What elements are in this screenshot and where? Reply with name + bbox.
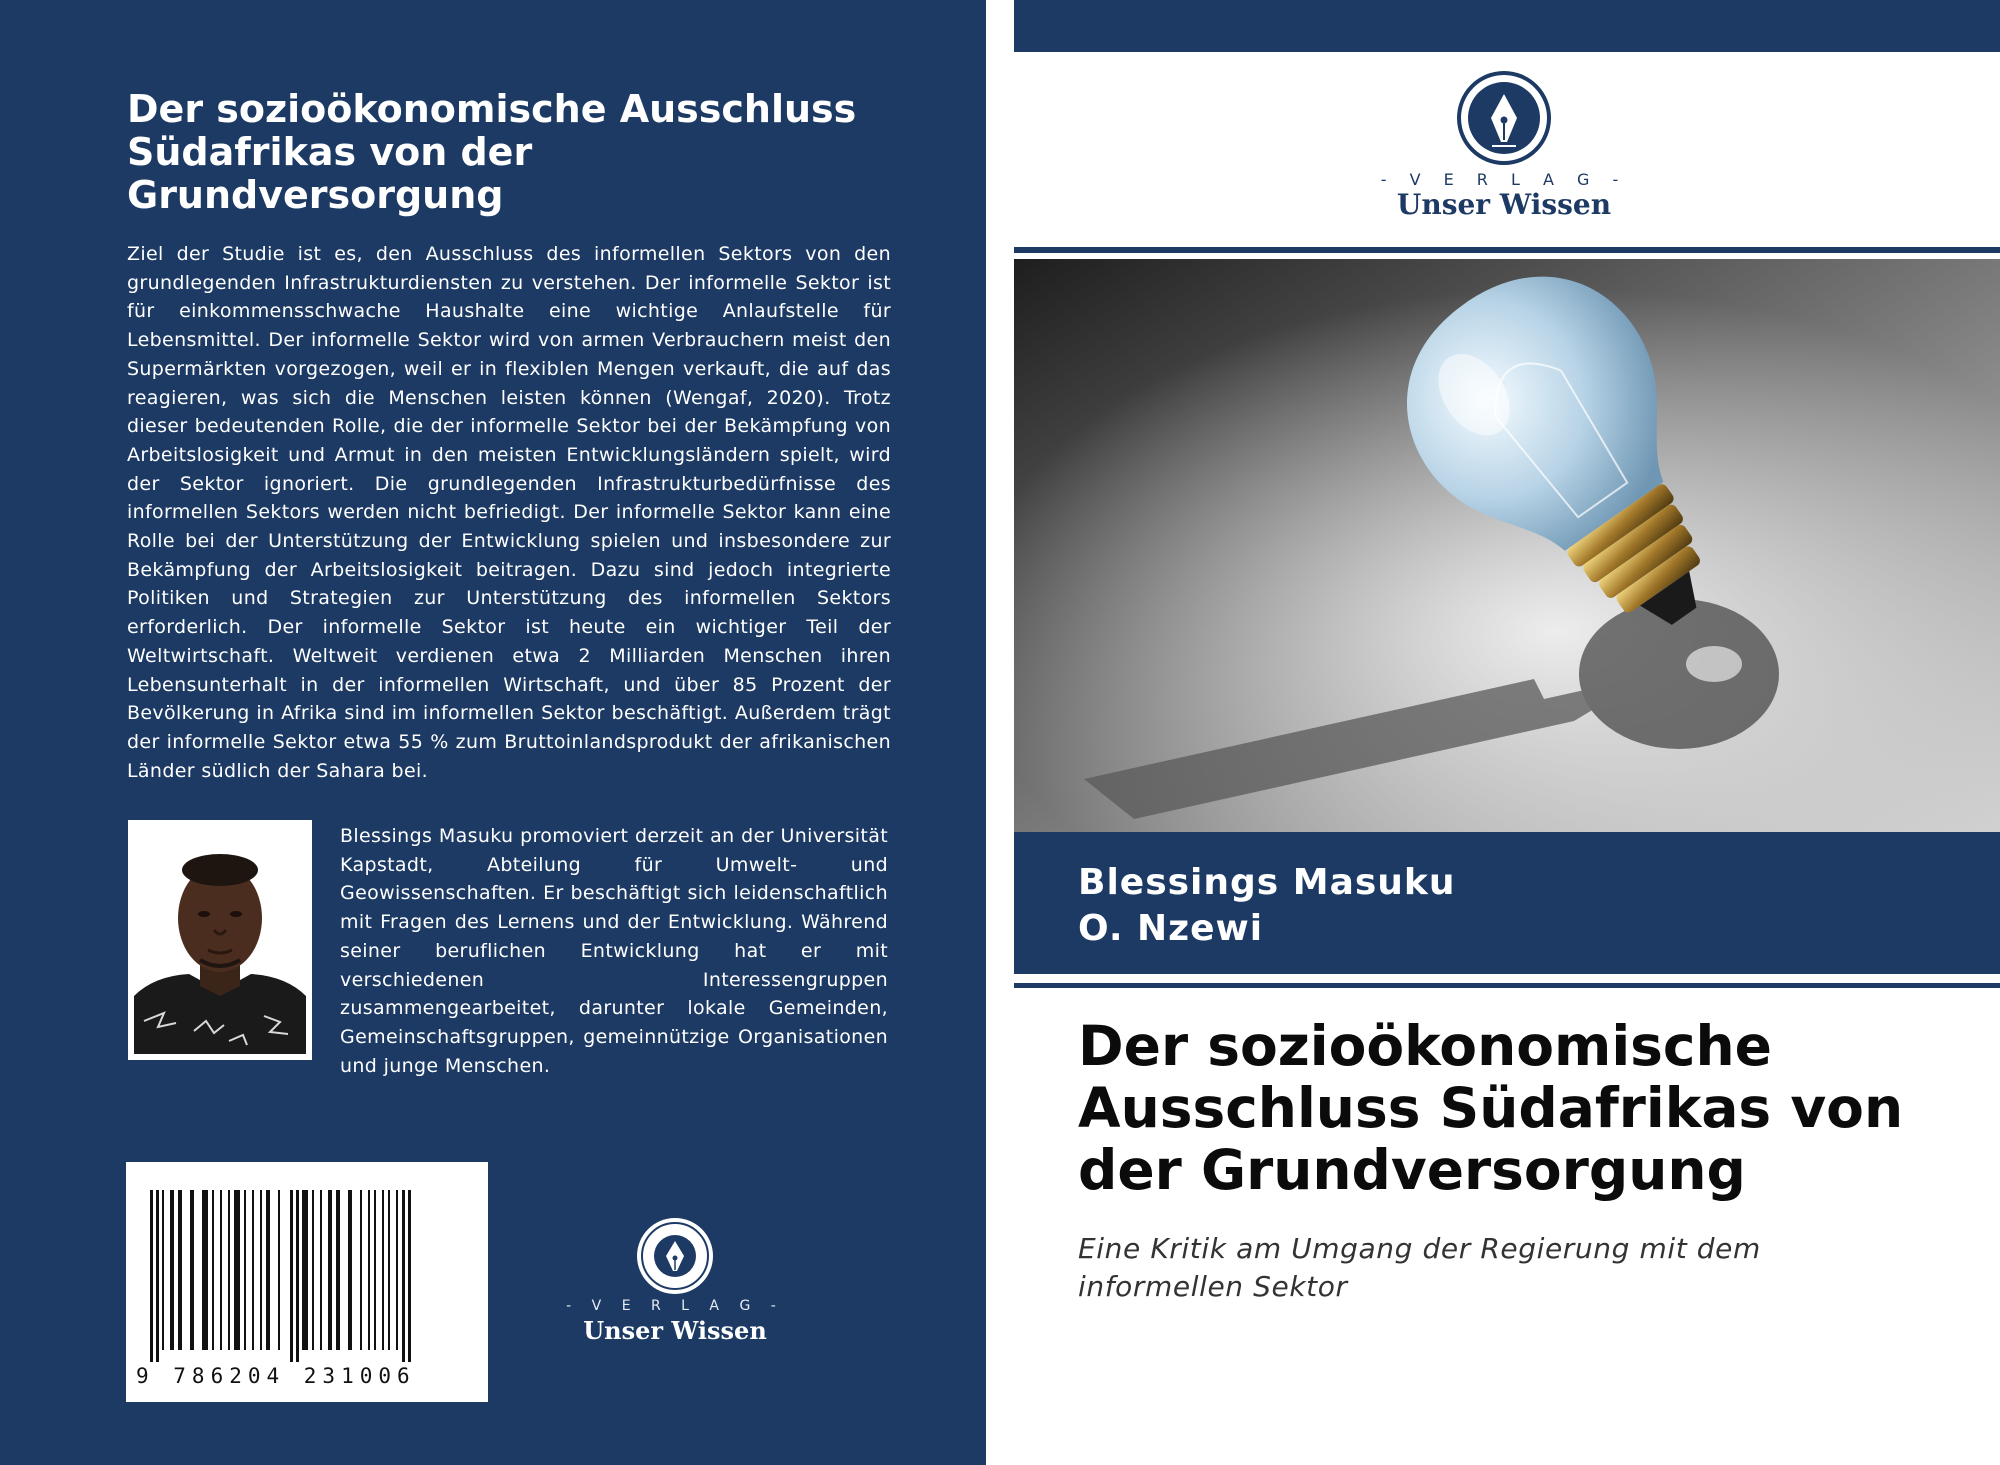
barcode-bar	[402, 1190, 405, 1362]
barcode-bar	[212, 1190, 214, 1350]
barcode-bar	[244, 1190, 246, 1350]
front-cover	[1014, 0, 2000, 1465]
barcode-bar	[156, 1190, 159, 1362]
publisher-seal-icon	[560, 1210, 790, 1298]
back-cover-title: Der sozioökonomische Ausschluss Südafrikas von der Grundversorgung	[127, 87, 857, 217]
barcode-bar	[266, 1190, 270, 1350]
barcode-bar	[382, 1190, 384, 1350]
author-band	[1014, 832, 2000, 974]
author-name-2: O. Nzewi	[1078, 908, 1264, 949]
front-top-bar	[1014, 0, 2000, 52]
barcode-bar	[202, 1190, 208, 1350]
publisher-name-front: Unser Wissen	[1396, 188, 1612, 221]
barcode-bar	[178, 1190, 182, 1350]
divider-rule-mid	[1014, 983, 2000, 988]
barcode-bar	[336, 1190, 340, 1350]
divider-rule-top	[1014, 247, 2000, 253]
barcode-bar	[170, 1190, 174, 1350]
barcode-bar	[320, 1190, 322, 1350]
barcode-bar	[278, 1190, 280, 1350]
author-name-1: Blessings Masuku	[1078, 862, 1456, 903]
barcode-bar	[408, 1190, 411, 1362]
barcode-bar	[150, 1190, 153, 1362]
publisher-logo-front	[1374, 70, 1634, 230]
spine	[986, 0, 1014, 1465]
cover-illustration	[1014, 259, 2000, 832]
barcode-bar	[220, 1190, 222, 1350]
back-cover-blurb: Ziel der Studie ist es, den Ausschluss des informellen Sektors von den grundlegenden Infrastrukturdiensten zu verstehen. Der informelle Sektor ist für einkommensschwache Haushalte eine wichtige Anlaufstelle für Lebensmittel. Der informelle Sektor wird von armen Verbrauchern meist den Supermärkten vorgezogen, weil er in flexiblen Mengen verkauft, die auf das reagieren, was sich die Menschen leisten können (Wengaf, 2020). Trotz dieser bedeutenden Rolle, die der informelle Sektor bei der Bekämpfung von Arbeitslosigkeit und Armut in den meisten Entwicklungsländern spielt, wird der Sektor ignoriert. Die grundlegenden Infrastrukturbedürfnisse des informellen Sektors werden nicht befriedigt. Der informelle Sektor kann eine Rolle bei der Unterstützung der Entwicklung spielen und insbesondere zur Bekämpfung der Arbeitslosigkeit beitragen. Dazu sind jedoch integrierte Politiken und Strategien zur Unterstützung des informellen Sektors erforderlich. Der informelle Sektor ist heute ein wichtiger Teil der Weltwirtschaft. Weltweit verdienen etwa 2 Milliarden Menschen ihren Lebensunterhalt in der informellen Wirtschaft, und über 85 Prozent der Bevölkerung in Afrika sind im informellen Sektor beschäftigt. Außerdem trägt der informelle Sektor etwa 55 % zum Bruttoinlandsprodukt der afrikanischen Länder südlich der Sahara bei.	[127, 243, 891, 782]
barcode-bar	[312, 1190, 314, 1350]
barcode-bar	[328, 1190, 332, 1350]
barcode-bar	[190, 1190, 194, 1350]
barcode-bar	[348, 1190, 352, 1350]
barcode-bar	[252, 1190, 254, 1350]
barcode-bar	[396, 1190, 398, 1350]
isbn-digits: 9 786204 231006	[136, 1364, 416, 1388]
barcode-bar	[388, 1190, 390, 1350]
barcode-bar	[296, 1190, 299, 1362]
barcode-bar	[260, 1190, 262, 1350]
back-cover	[0, 0, 986, 1465]
barcode-bar	[374, 1190, 376, 1350]
author-bio: Blessings Masuku promoviert derzeit an der Universität Kapstadt, Abteilung für Umwelt- und Geowissenschaften. Er beschäftigt sich leidenschaftlich mit Fragen des Lernens und der Entwicklung. Während seiner beruflichen Entwicklung hat er mit verschiedenen Interessengruppen zusammengearbeitet, darunter lokale Gemeinden, Gemeinschaftsgruppen, gemeinnützige Organisationen und junge Menschen.	[340, 825, 888, 1077]
barcode-bar	[290, 1190, 293, 1362]
author-photo	[128, 820, 312, 1060]
isbn-barcode	[126, 1162, 488, 1402]
front-cover-subtitle: Eine Kritik am Umgang der Regierung mit dem informellen Sektor	[1078, 1232, 1761, 1303]
barcode-bar	[302, 1190, 308, 1350]
publisher-verlag-label-front: - V E R L A G -	[1380, 170, 1628, 189]
fountain-pen-nib-icon	[1374, 70, 1634, 170]
publisher-verlag-label: - V E R L A G -	[566, 1298, 784, 1314]
front-cover-title: Der sozioökonomische Ausschluss Südafrikas von der Grundversorgung	[1078, 1014, 1904, 1202]
author-portrait-image	[134, 826, 306, 1054]
publisher-logo-back	[560, 1210, 790, 1350]
publisher-name: Unser Wissen	[583, 1316, 767, 1345]
barcode-bar	[360, 1190, 362, 1350]
barcode-bar	[368, 1190, 370, 1350]
barcode-bar	[228, 1190, 230, 1350]
barcode-bars	[126, 1162, 488, 1362]
barcode-bar	[234, 1190, 240, 1350]
barcode-bar	[162, 1190, 164, 1350]
